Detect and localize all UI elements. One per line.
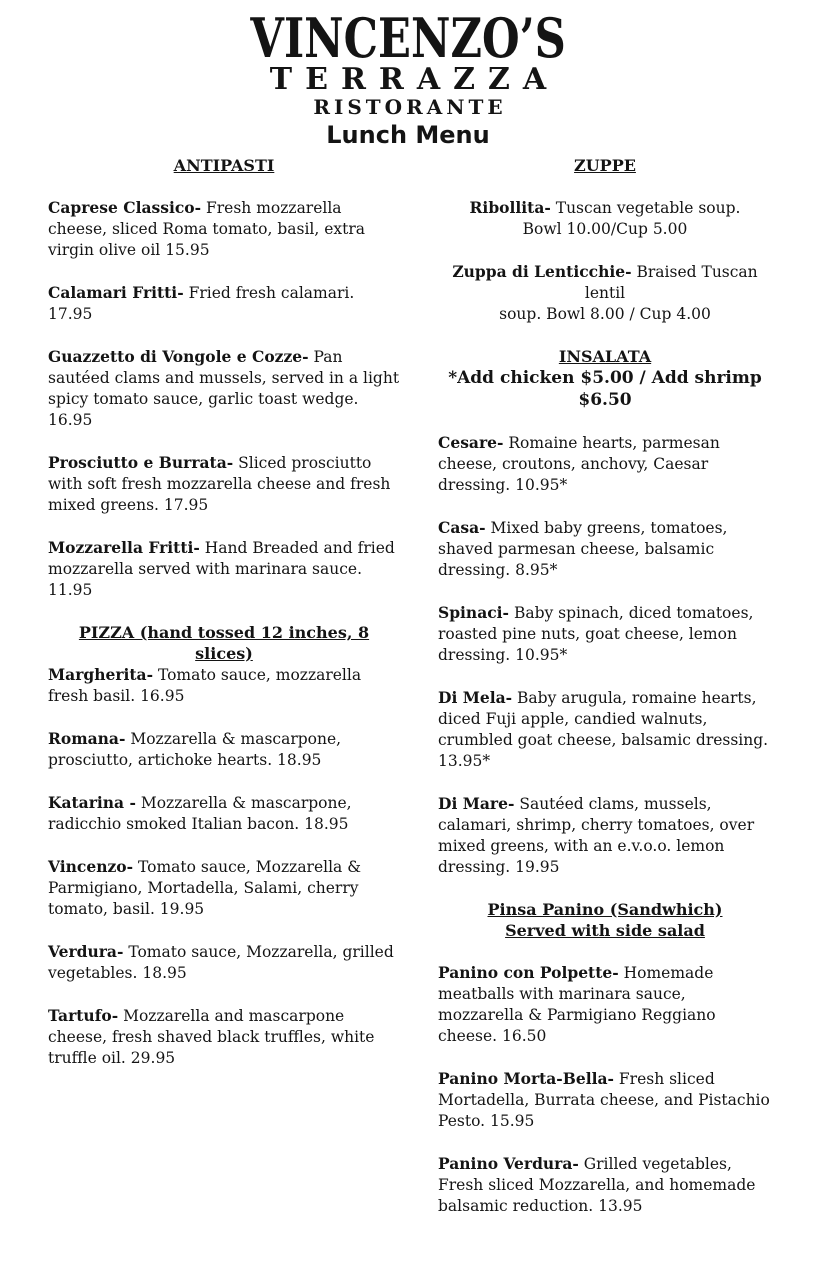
item-name: Panino Verdura- bbox=[438, 1154, 579, 1173]
item-name: Di Mare- bbox=[438, 794, 515, 813]
menu-item-romana bbox=[48, 728, 400, 771]
item-name: Di Mela- bbox=[438, 688, 513, 707]
menu-item-mozzarella-fritti bbox=[48, 537, 400, 601]
menu-item-prosciutto-burrata bbox=[48, 452, 400, 516]
menu-item-zuppa-di-lenticchie bbox=[438, 261, 772, 325]
menu-item-vincenzo bbox=[48, 856, 400, 920]
item-description: Fried fresh calamari. 17.95 bbox=[48, 284, 355, 323]
panini-heading bbox=[438, 899, 772, 941]
zuppe-heading: ZUPPE bbox=[574, 156, 636, 175]
item-name: Casa- bbox=[438, 518, 486, 537]
menu-item-casa bbox=[438, 517, 772, 581]
item-name: Mozzarella Fritti- bbox=[48, 538, 200, 557]
item-pricing: soup. Bowl 8.00 / Cup 4.00 bbox=[499, 305, 711, 323]
section-panini bbox=[438, 899, 772, 1217]
panini-heading-line1: Pinsa Panino (Sandwhich) bbox=[487, 900, 723, 919]
item-name: Guazzetto di Vongole e Cozze- bbox=[48, 347, 309, 366]
menu-item-katarina bbox=[48, 792, 400, 835]
menu-item-panino-con-polpette bbox=[438, 962, 772, 1047]
item-description: Mozzarella & mascarpone, prosciutto, artichoke hearts. 18.95 bbox=[48, 730, 342, 769]
restaurant-name-line bbox=[0, 6, 816, 70]
insalata-heading: INSALATA bbox=[558, 347, 652, 366]
item-description: Tomato sauce, Mozzarella & Parmigiano, Mortadella, Salami, cherry tomato, basil. 19.95 bbox=[48, 858, 362, 918]
menu-item-margherita bbox=[48, 664, 400, 707]
item-name: Panino Morta-Bella- bbox=[438, 1069, 614, 1088]
item-description: Tomato sauce, Mozzarella, grilled vegetables. 18.95 bbox=[48, 943, 394, 982]
insalata-addons-note: *Add chicken $5.00 / Add shrimp $6.50 bbox=[448, 368, 762, 410]
section-zuppe bbox=[438, 155, 772, 325]
left-column bbox=[48, 155, 400, 1238]
item-name: Verdura- bbox=[48, 942, 124, 961]
antipasti-heading: ANTIPASTI bbox=[173, 156, 275, 175]
item-pricing: Bowl 10.00/Cup 5.00 bbox=[522, 220, 688, 238]
menu-item-tartufo bbox=[48, 1005, 400, 1069]
item-description: Hand Breaded and fried mozzarella served with marinara sauce. 11.95 bbox=[48, 539, 395, 599]
item-name: Cesare- bbox=[438, 433, 504, 452]
item-description: Tuscan vegetable soup. bbox=[555, 199, 741, 217]
menu-item-spinaci bbox=[438, 602, 772, 666]
menu-item-caprese-classico bbox=[48, 197, 400, 261]
item-name: Katarina - bbox=[48, 793, 136, 812]
pizza-heading: PIZZA (hand tossed 12 inches, 8 slices) bbox=[78, 623, 370, 663]
menu-item-verdura-pizza bbox=[48, 941, 400, 984]
item-description: Sautéed clams, mussels, calamari, shrimp, cherry tomatoes, over mixed greens, with an e.v.o.o. lemon dressing. 19.95 bbox=[438, 795, 755, 876]
item-name: Calamari Fritti- bbox=[48, 283, 184, 302]
menu-item-panino-morta-bella bbox=[438, 1068, 772, 1132]
item-description: Mixed baby greens, tomatoes, shaved parmesan cheese, balsamic dressing. 8.95* bbox=[438, 519, 728, 579]
section-antipasti bbox=[48, 155, 400, 601]
item-name: Spinaci- bbox=[438, 603, 509, 622]
item-description: Grilled vegetables, Fresh sliced Mozzarella, and homemade balsamic reduction. 13.95 bbox=[438, 1155, 756, 1215]
item-name: Zuppa di Lenticchie- bbox=[452, 262, 632, 281]
menu-item-cesare bbox=[438, 432, 772, 496]
panini-heading-line2: Served with side salad bbox=[505, 921, 705, 940]
menu-item-ribollita bbox=[438, 197, 772, 240]
menu-columns bbox=[0, 155, 816, 1268]
item-name: Romana- bbox=[48, 729, 126, 748]
item-description: Sliced prosciutto with soft fresh mozzarella cheese and fresh mixed greens. 17.95 bbox=[48, 454, 391, 514]
item-description: Pan sautéed clams and mussels, served in a light spicy tomato sauce, garlic toast wedge. 16.95 bbox=[48, 348, 400, 429]
item-description: Tomato sauce, mozzarella fresh basil. 16.95 bbox=[48, 666, 362, 705]
item-name: Panino con Polpette- bbox=[438, 963, 619, 982]
menu-item-di-mela bbox=[438, 687, 772, 772]
item-description: Mozzarella & mascarpone, radicchio smoked Italian bacon. 18.95 bbox=[48, 794, 352, 833]
item-name: Vincenzo- bbox=[48, 857, 134, 876]
item-description: Fresh sliced Mortadella, Burrata cheese, and Pistachio Pesto. 15.95 bbox=[438, 1070, 770, 1130]
item-description: Baby arugula, romaine hearts, diced Fuji apple, candied walnuts, crumbled goat cheese, balsamic dressing. 13.95* bbox=[438, 689, 769, 770]
item-description: Fresh mozzarella cheese, sliced Roma tomato, basil, extra virgin olive oil 15.95 bbox=[48, 199, 366, 259]
item-name: Margherita- bbox=[48, 665, 154, 684]
item-description: Romaine hearts, parmesan cheese, croutons, anchovy, Caesar dressing. 10.95* bbox=[438, 434, 720, 494]
item-name: Prosciutto e Burrata- bbox=[48, 453, 234, 472]
menu-title: Lunch Menu bbox=[326, 121, 490, 149]
menu-item-di-mare bbox=[438, 793, 772, 878]
menu-item-calamari-fritti bbox=[48, 282, 400, 325]
restaurant-subtitle: TERRAZZA bbox=[269, 62, 560, 97]
item-description: Baby spinach, diced tomatoes, roasted pine nuts, goat cheese, lemon dressing. 10.95* bbox=[438, 604, 754, 664]
section-insalata bbox=[438, 346, 772, 878]
menu-item-panino-verdura bbox=[438, 1153, 772, 1217]
menu-item-guazzetto bbox=[48, 346, 400, 431]
item-name: Caprese Classico- bbox=[48, 198, 202, 217]
section-pizza bbox=[48, 622, 400, 1069]
right-column bbox=[438, 155, 772, 1238]
item-name: Ribollita- bbox=[469, 198, 551, 217]
restaurant-name: VINCENZO’S bbox=[250, 6, 566, 70]
menu-header bbox=[0, 0, 816, 151]
item-name: Tartufo- bbox=[48, 1006, 119, 1025]
restaurant-tagline: RISTORANTE bbox=[313, 95, 507, 119]
item-description: Homemade meatballs with marinara sauce, mozzarella & Parmigiano Reggiano cheese. 16.50 bbox=[438, 964, 716, 1045]
item-description: Mozzarella and mascarpone cheese, fresh shaved black truffles, white truffle oil. 29.95 bbox=[48, 1007, 375, 1067]
item-description: Braised Tuscan lentil bbox=[584, 263, 758, 302]
